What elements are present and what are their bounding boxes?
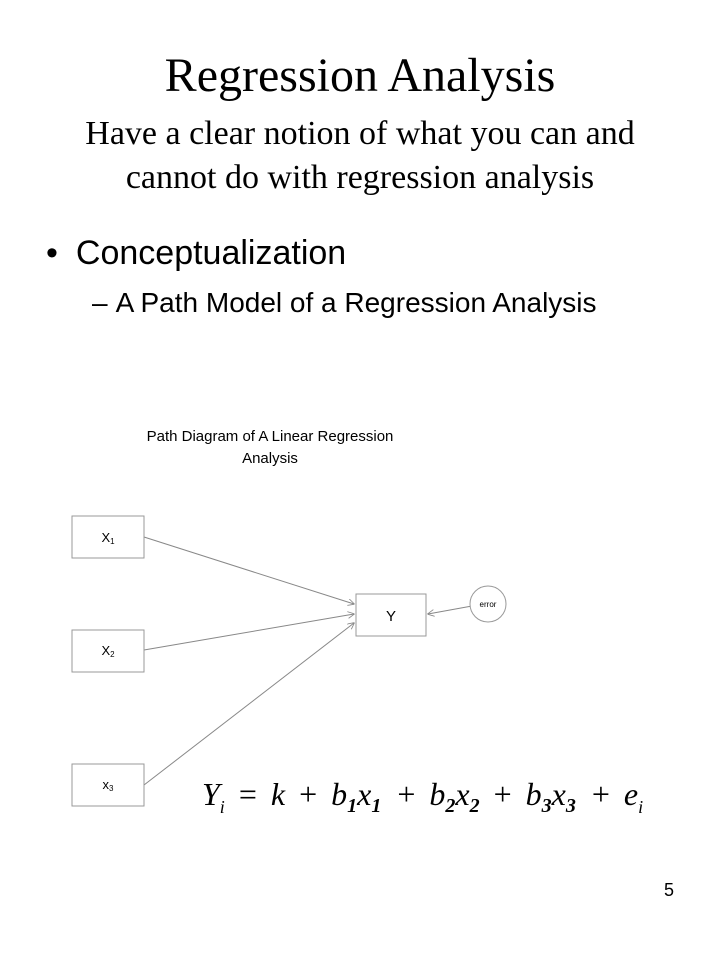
node-y [356,594,426,636]
arrow-error-y [428,606,472,614]
arrow-x3-y [144,623,354,785]
slide-subtitle: Have a clear notion of what you can and cannot do with regression analysis [85,115,635,196]
slide-title: Regression Analysis [164,49,556,102]
node-x1 [72,516,144,558]
node-y-label: Y [385,608,397,625]
node-x1-label: X [101,530,111,545]
arrow-x2-y [144,614,354,650]
subbullet-text: A Path Model of a Regression Analysis [115,287,597,318]
bullet-text: Conceptualization [75,234,347,272]
diagram-title-line2: Analysis [242,450,298,467]
diagram-title: Path Diagram of A Linear Regression [146,428,394,445]
node-x3 [72,764,144,806]
node-x3-label: x [102,777,110,792]
node-error-label: error [479,600,497,609]
node-x2-sub: 2 [110,650,115,659]
subbullet-marker: – [92,287,108,318]
node-x3-sub: 3 [109,784,114,793]
page-number: 5 [663,880,674,900]
bullet-marker: • [46,234,58,272]
node-error [470,586,506,622]
regression-equation: $Y_i$ = k + $b_1x_1$ + $b_2x_2$ + $b_3x_3$ + $e_i$ [202,776,644,817]
node-x2-label: X [101,643,111,658]
node-x1-sub: 1 [110,537,115,546]
node-x2 [72,630,144,672]
arrow-x1-y [144,537,354,604]
